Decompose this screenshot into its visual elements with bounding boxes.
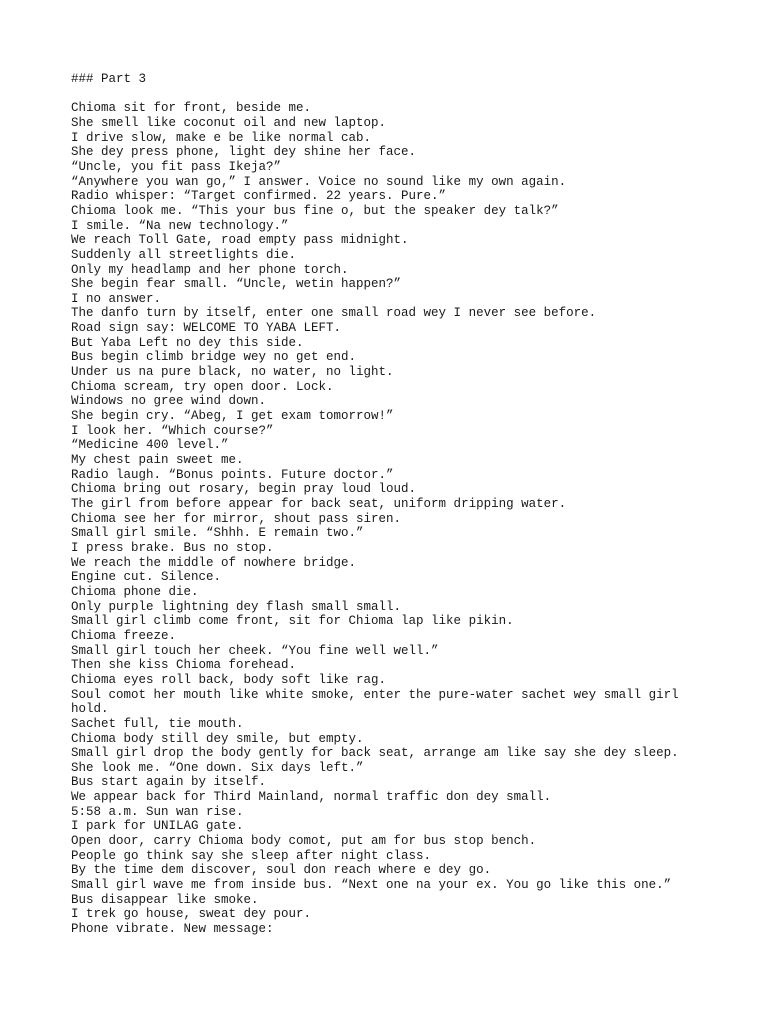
text-line: Open door, carry Chioma body comot, put am for bus stop bench. (71, 834, 537, 849)
text-line: Radio whisper: “Target confirmed. 22 years. Pure.” (71, 189, 447, 204)
text-line: Radio laugh. “Bonus points. Future doctor.” (71, 467, 394, 482)
text-line: I smile. “Na new technology.” (71, 218, 289, 233)
text-line: But Yaba Left no dey this side. (71, 335, 304, 350)
text-line: My chest pain sweet me. (71, 453, 244, 468)
text-line: Chioma body still dey smile, but empty. (71, 731, 364, 746)
story-text (71, 101, 711, 936)
text-line: I drive slow, make e be like normal cab. (71, 130, 372, 145)
text-line: Only my headlamp and her phone torch. (71, 262, 349, 277)
text-line: The danfo turn by itself, enter one small road wey I never see before. (71, 306, 597, 321)
text-line: Small girl climb come front, sit for Chioma lap like pikin. (71, 614, 514, 629)
text-line: Small girl touch her cheek. “You fine well well.” (71, 643, 439, 658)
text-line: I press brake. Bus no stop. (71, 540, 274, 555)
text-line: Soul comot her mouth like white smoke, enter the pure-water sachet wey small girl hold. (71, 687, 687, 717)
text-line: “Anywhere you wan go,” I answer. Voice no sound like my own again. (71, 174, 567, 189)
text-line: She look me. “One down. Six days left.” (71, 760, 364, 775)
text-line: The girl from before appear for back seat, uniform dripping water. (71, 497, 567, 512)
text-line: Sachet full, tie mouth. (71, 716, 244, 731)
text-line: Bus disappear like smoke. (71, 892, 259, 907)
text-line: Small girl wave me from inside bus. “Next one na your ex. You go like this one.” (71, 878, 672, 893)
text-line: I park for UNILAG gate. (71, 819, 244, 834)
text-line: Bus start again by itself. (71, 775, 267, 790)
text-line: Chioma scream, try open door. Lock. (71, 379, 334, 394)
text-line: People go think say she sleep after night class. (71, 848, 432, 863)
section-heading: ### Part 3 (71, 72, 147, 86)
text-line: Under us na pure black, no water, no light. (71, 365, 394, 380)
text-line: Road sign say: WELCOME TO YABA LEFT. (71, 321, 342, 336)
text-line: Then she kiss Chioma forehead. (71, 658, 297, 673)
text-line: We appear back for Third Mainland, normal traffic don dey small. (71, 790, 552, 805)
text-line: Small girl drop the body gently for back seat, arrange am like say she dey sleep. (71, 746, 679, 761)
text-line: She begin fear small. “Uncle, wetin happen?” (71, 277, 402, 292)
text-line: By the time dem discover, soul don reach where e dey go. (71, 863, 492, 878)
text-line: I trek go house, sweat dey pour. (71, 907, 312, 922)
text-line: We reach Toll Gate, road empty pass midnight. (71, 233, 409, 248)
text-line: She smell like coconut oil and new laptop. (71, 115, 387, 130)
text-line: Only purple lightning dey flash small small. (71, 599, 402, 614)
text-line: “Medicine 400 level.” (71, 438, 229, 453)
text-line: Chioma phone die. (71, 584, 199, 599)
text-line: Chioma eyes roll back, body soft like rag. (71, 672, 387, 687)
text-line: Suddenly all streetlights die. (71, 247, 297, 262)
text-line: Chioma see her for mirror, shout pass siren. (71, 511, 402, 526)
text-line: Chioma look me. “This your bus fine o, but the speaker dey talk?” (71, 203, 559, 218)
text-line: Small girl smile. “Shhh. E remain two.” (71, 526, 364, 541)
text-line: 5:58 a.m. Sun wan rise. (71, 804, 244, 819)
text-line: Bus begin climb bridge wey no get end. (71, 350, 357, 365)
text-line: She begin cry. “Abeg, I get exam tomorrow!” (71, 409, 394, 424)
text-line: I look her. “Which course?” (71, 423, 274, 438)
text-line: I no answer. (71, 291, 162, 306)
text-line: Chioma freeze. (71, 628, 177, 643)
text-line: She dey press phone, light dey shine her face. (71, 145, 417, 160)
text-line: We reach the middle of nowhere bridge. (71, 555, 357, 570)
text-line: Engine cut. Silence. (71, 570, 222, 585)
text-line: “Uncle, you fit pass Ikeja?” (71, 159, 282, 174)
text-line: Phone vibrate. New message: (71, 922, 274, 937)
document-page (71, 72, 711, 937)
text-line: Chioma bring out rosary, begin pray loud loud. (71, 482, 417, 497)
text-line: Chioma sit for front, beside me. (71, 101, 312, 116)
text-line: Windows no gree wind down. (71, 394, 267, 409)
